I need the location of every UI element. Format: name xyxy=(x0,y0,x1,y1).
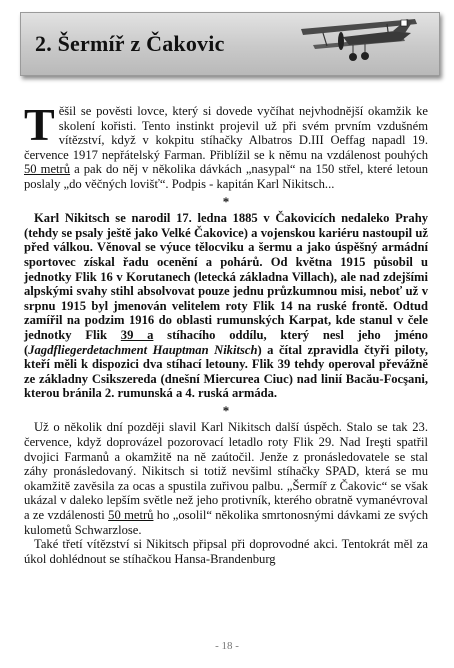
intro-distance: 50 metrů xyxy=(24,162,71,177)
biplane-illustration xyxy=(283,15,433,73)
paragraph-third-victory xyxy=(24,537,428,566)
para1-text-2: ho „osolil“ několika smrtonosnými dávkami ze svých kulometů Schwarzlose. xyxy=(24,508,428,537)
bio-text-1: Karl Nikitsch se narodil 17. ledna 1885 v Čakovicích nedaleko Prahy (tehdy se psaly ještě jako Velké Čakovice) a vojenskou kariéru nastoupil už před válkou. Věnoval se výuce tělocviku a šermu a jako úspěšný armádní sportovec získal řadu ocenění a pohárů. Od května 1915 působil u jednotky Flik 16 v Korutanech (letecká základna Villach), ale nad zdejšími alpskými svahy stihl absolvovat pouze jednu průzkumnou misi, neboť už v srpnu 1915 byl jmenován velitelem roty Flik 14 na ruské frontě. Odtud zamířil na podzim 1916 do oblasti rumunských Karpat, kde stanul v čele jednotky Flik xyxy=(24,211,428,342)
intro-text-1: ěšil se pověsti lovce, který si dovede vyčíhat nejvhodnější okamžik ke skolení kořisti. Tento instinkt projevil už při svém prvním vzdušném vítězství, když v kokpitu stíhačky Albatros D.III Oeffag napadl 19. července 1917 nepřátelský Farman. Přiblížil se k němu na vzdálenost pouhých xyxy=(24,104,428,162)
paragraph-second-victory xyxy=(24,420,428,537)
bio-flik39: 39 a xyxy=(120,327,154,342)
drop-cap: T xyxy=(24,99,55,150)
bio-text-2: stíhacího oddílu, který nesl jeho jméno ( xyxy=(24,327,428,357)
biography-paragraph xyxy=(24,211,428,401)
bio-text-3: ) a čítal zpravidla čtyři piloty, kteří měli k dispozici dva stíhací letouny. Flik 39 tehdy operoval převážně ze základny Csikszereda (dnešní Miercurea Ciuc) nad linií Bacău-Focşani, kterou bránila 2. rumunská a 4. ruská armáda. xyxy=(24,342,428,401)
para1-text-1: Už o několik dní později slavil Karl Nikitsch další úspěch. Stalo se tak 23. července, když doprovázel pozorovací letadlo roty Flik 29. Nad Ireşti spatřil dvojici Farmanů a okamžitě na ně zaútočil. Jenže z pronásledovatele se stal záhy pronásledovaný. Nikitsch si totiž nevšiml stíhačky SPAD, která se mu okamžitě zavěsila za ocas a spustila zuřivou palbu. „Šermíř z Čakovic“ se však ukázal v daleko lepším světle než jeho protivník, kterého obratně vymanévroval a ze vzdálenosti xyxy=(24,420,428,523)
chapter-banner xyxy=(20,12,440,76)
page-number: - 18 - xyxy=(215,640,239,652)
section-separator-2: * xyxy=(222,402,230,418)
para2-text: Také třetí vítězství si Nikitsch připsal při doprovodné akci. Tentokrát měl za úkol dohlédnout se stíhačkou Hansa-Brandenburg xyxy=(24,537,428,566)
chapter-title: 2. Šermíř z Čakovic xyxy=(35,31,225,56)
body-text xyxy=(24,99,428,566)
para1-distance: 50 metrů xyxy=(108,508,154,523)
intro-paragraph xyxy=(24,99,428,192)
intro-text-2: a pak do něj v několika dávkách „nasypal“ na 150 střel, které letoun poslaly „do věčných lovišť“. Podpis - kapitán Karl Nikitsch... xyxy=(24,162,428,191)
section-separator: * xyxy=(222,193,230,209)
bio-italic-unit: Jagdfliegerdetachment Hauptman Nikitsch xyxy=(28,342,258,357)
